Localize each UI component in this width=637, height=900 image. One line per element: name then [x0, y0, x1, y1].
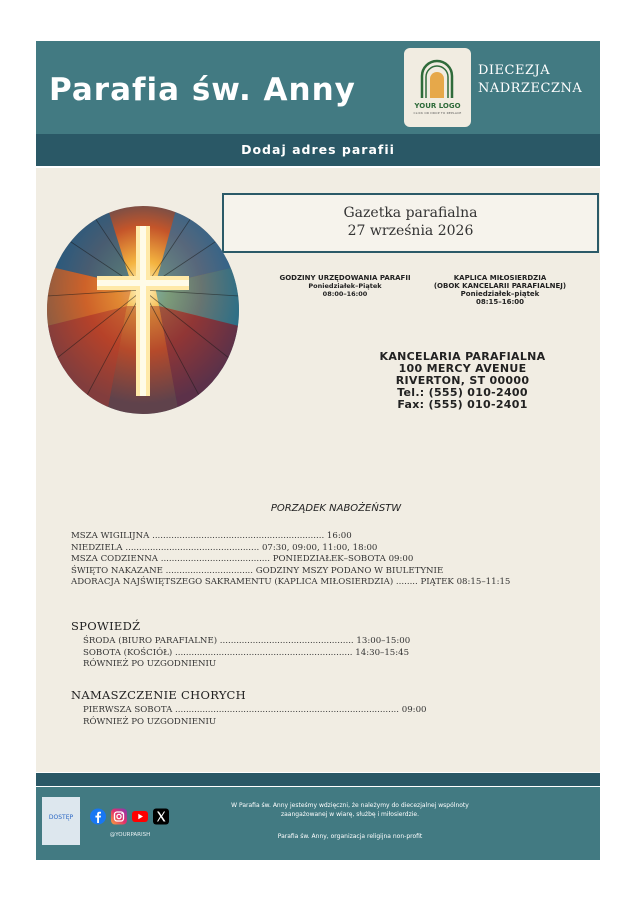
footer-message-line-1: W Parafia św. Anny jesteśmy wdzięczni, że należymy do diecezjalnej wspólnoty — [231, 802, 469, 809]
confession-title: SPOWIEDŹ — [71, 619, 141, 633]
chapel-days: Poniedziałek–piątek — [460, 290, 540, 298]
anointing-title: NAMASZCZENIE CHORYCH — [71, 688, 246, 702]
confession-row: RÓWNIEŻ PO UZGODNIENIU — [83, 659, 217, 669]
office-hours-title: GODZINY URZĘDOWANIA PARAFII — [279, 274, 411, 282]
office-fax: Fax: (555) 010-2401 — [397, 398, 528, 411]
office-name: KANCELARIA PARAFIALNA — [379, 350, 546, 363]
schedule-title: PORZĄDEK NABOŻEŃSTW — [270, 503, 402, 514]
bulletin-title: Gazetka parafialna — [343, 205, 478, 221]
facebook-icon[interactable] — [90, 807, 106, 826]
footer-divider-bar — [36, 773, 600, 786]
instagram-icon[interactable] — [111, 807, 127, 826]
confession-row: ŚRODA (BIURO PARAFIALNE) ................................................. 13:00–15:00 — [83, 636, 411, 646]
chapel-title: KAPLICA MIŁOSIERDZIA — [453, 274, 547, 282]
office-hours-block — [270, 274, 420, 298]
office-phone: Tel.: (555) 010-2400 — [397, 386, 528, 399]
address-prompt[interactable]: Dodaj adres parafii — [241, 142, 395, 157]
office-street: 100 MERCY AVENUE — [398, 362, 527, 375]
logo-text: YOUR LOGO — [414, 102, 461, 110]
anointing-row: RÓWNIEŻ PO UZGODNIENIU — [83, 716, 217, 727]
bulletin-date: 27 września 2026 — [347, 223, 474, 239]
schedule-row: MSZA WIGILIJNA ............................................................... 16:00 — [71, 531, 352, 541]
social-handle[interactable]: @YOURPARISH — [109, 832, 151, 838]
schedule-list — [71, 531, 510, 589]
youtube-icon[interactable] — [132, 807, 148, 826]
x-icon[interactable] — [153, 807, 169, 826]
chapel-hours: 08:15–16:00 — [475, 298, 525, 306]
office-city: RIVERTON, ST 00000 — [395, 374, 530, 387]
nonprofit-note: Parafia św. Anny, organizacja religijna non-profit — [277, 833, 423, 840]
footer-message — [210, 801, 490, 819]
schedule-row: NIEDZIELA ................................................. 07:30, 09:00, 11:00, 18:00 — [71, 542, 378, 553]
chapel-block — [420, 274, 580, 306]
chapel-subtitle: (OBOK KANCELARII PARAFIALNEJ) — [433, 282, 567, 290]
diocese-line-2: NADRZECZNA — [478, 81, 583, 96]
stained-glass-cross-icon — [47, 206, 239, 414]
footer-message-line-2: zaangażowanej w wiarę, służbę i miłosierdzie. — [280, 811, 420, 818]
parish-title: Parafia św. Anny — [49, 72, 356, 108]
parish-office-block — [360, 351, 565, 411]
logo-placeholder[interactable] — [404, 48, 471, 127]
schedule-row: ADORACJA NAJŚWIĘTSZEGO SAKRAMENTU (KAPLICA MIŁOSIERDZIA) ........ PIĄTEK 08:15–11:15 — [71, 577, 511, 587]
anointing-list — [83, 705, 427, 728]
office-hours-days: Poniedziałek–Piątek — [308, 282, 382, 290]
schedule-row: MSZA CODZIENNA ........................................ PONIEDZIAŁEK–SOBOTA 09:00 — [71, 554, 414, 564]
confession-list — [83, 636, 410, 671]
accessibility-label: DOSTĘP — [48, 814, 74, 821]
schedule-row: ŚWIĘTO NAKAZANE ................................ GODZINY MSZY PODANO W BIULETYNIE — [71, 565, 444, 576]
accessibility-badge[interactable] — [42, 797, 80, 845]
anointing-row: PIERWSZA SOBOTA .................................................................................. 09:00 — [83, 705, 427, 715]
logo-subtext: CLICK OR DROP TO REPLACE — [413, 111, 462, 115]
diocese-line-1: DIECEZJA — [478, 63, 551, 78]
diocese-name — [478, 62, 582, 98]
confession-row: SOBOTA (KOŚCIÓŁ) ................................................................. 14:30–15:45 — [83, 647, 410, 658]
church-door-icon — [404, 48, 471, 127]
office-hours-time: 08:00–16:00 — [322, 290, 368, 298]
